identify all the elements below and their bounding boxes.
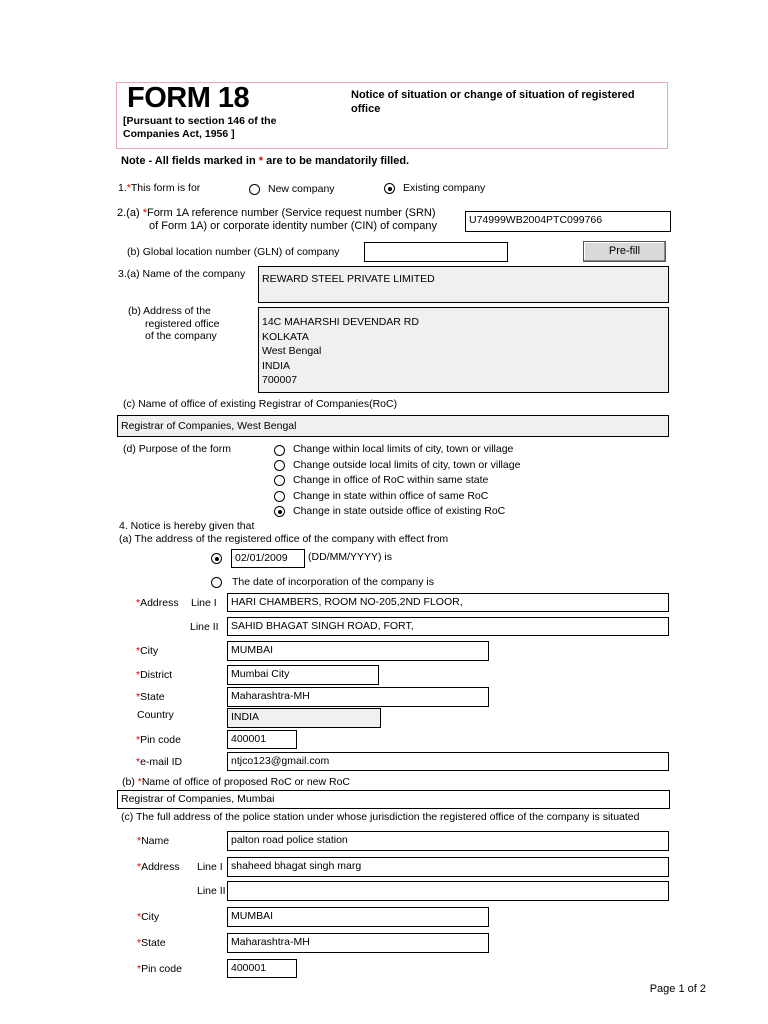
gln-input[interactable] bbox=[364, 242, 508, 262]
form-title: FORM 18 bbox=[127, 82, 250, 114]
date-format-label: (DD/MM/YYYY) is bbox=[308, 551, 392, 563]
district-text: District bbox=[140, 669, 173, 681]
police-state-star: * bbox=[137, 937, 142, 949]
purpose-option-4: Change in state within office of same RoC bbox=[293, 490, 489, 502]
notice-title: Notice of situation or change of situation of registered office bbox=[351, 89, 635, 115]
address-star: * bbox=[136, 597, 141, 609]
page-number: Page 1 of 2 bbox=[649, 983, 706, 995]
police-line2-label: Line II bbox=[197, 885, 226, 897]
purpose-radio-4[interactable] bbox=[274, 491, 285, 502]
police-state-text: State bbox=[141, 937, 166, 949]
city-text: City bbox=[140, 645, 159, 657]
q1-num: 1. bbox=[118, 182, 127, 194]
purpose-option-2: Change outside local limits of city, town or village bbox=[293, 459, 521, 471]
police-address-line1-input[interactable]: shaheed bhagat singh marg bbox=[227, 857, 669, 877]
pin-input[interactable]: 400001 bbox=[227, 730, 297, 749]
q2a-num: 2.(a) bbox=[117, 207, 143, 219]
email-label bbox=[136, 756, 182, 769]
pin-text: Pin code bbox=[140, 734, 181, 746]
police-address-star: * bbox=[137, 861, 142, 873]
q2a-label-line1 bbox=[117, 207, 436, 220]
pin-star: * bbox=[136, 734, 141, 746]
police-state-label bbox=[137, 937, 166, 950]
new-roc-select[interactable]: Registrar of Companies, Mumbai bbox=[117, 790, 670, 809]
city-input[interactable]: MUMBAI bbox=[227, 641, 489, 661]
police-pin-star: * bbox=[137, 963, 142, 975]
q4b-label bbox=[122, 776, 350, 789]
purpose-radio-1[interactable] bbox=[274, 445, 285, 456]
address-line: INDIA bbox=[262, 359, 291, 372]
police-city-input[interactable]: MUMBAI bbox=[227, 907, 489, 927]
police-name-input[interactable]: palton road police station bbox=[227, 831, 669, 851]
country-field: INDIA bbox=[227, 708, 381, 728]
q4b-text: Name of office of proposed RoC or new RoC bbox=[141, 776, 351, 788]
q4b-prefix: (b) bbox=[122, 776, 138, 788]
purpose-radio-5[interactable] bbox=[274, 506, 285, 517]
purpose-option-1: Change within local limits of city, town or village bbox=[293, 443, 514, 455]
q2a-star: * bbox=[142, 207, 147, 219]
email-input[interactable]: ntjco123@gmail.com bbox=[227, 752, 669, 771]
form-subtitle bbox=[123, 115, 313, 141]
new-address-line2-input[interactable]: SAHID BHAGAT SINGH ROAD, FORT, bbox=[227, 617, 669, 636]
new-company-label: New company bbox=[268, 183, 335, 195]
incorporation-date-label: The date of incorporation of the company is bbox=[232, 576, 434, 588]
email-star: * bbox=[136, 756, 141, 768]
existing-roc-field: Registrar of Companies, West Bengal bbox=[117, 415, 669, 437]
state-select[interactable]: Maharashtra-MH bbox=[227, 687, 489, 707]
effect-date-radio[interactable] bbox=[211, 553, 222, 564]
cin-input[interactable]: U74999WB2004PTC099766 bbox=[465, 211, 671, 232]
q2b-label: (b) Global location number (GLN) of company bbox=[127, 246, 340, 258]
police-pin-input[interactable]: 400001 bbox=[227, 959, 297, 978]
q1-label bbox=[118, 182, 200, 195]
new-address-line1-input[interactable]: HARI CHAMBERS, ROOM NO-205,2ND FLOOR, bbox=[227, 593, 669, 612]
q3b-label-line2: registered office bbox=[145, 318, 220, 330]
city-star: * bbox=[136, 645, 141, 657]
police-state-select[interactable]: Maharashtra-MH bbox=[227, 933, 489, 953]
line1-label: Line I bbox=[191, 597, 217, 609]
address-line: KOLKATA bbox=[262, 330, 309, 343]
mandatory-note bbox=[121, 155, 409, 167]
q1-star: * bbox=[126, 182, 131, 194]
q3d-label: (d) Purpose of the form bbox=[123, 443, 231, 455]
note-suffix: are to be mandatorily filled. bbox=[263, 155, 410, 167]
address-line: 14C MAHARSHI DEVENDAR RD bbox=[262, 316, 419, 328]
purpose-option-5: Change in state outside office of existing RoC bbox=[293, 505, 506, 517]
email-text: e-mail ID bbox=[140, 756, 183, 768]
note-star: * bbox=[258, 155, 264, 167]
state-star: * bbox=[136, 691, 141, 703]
subtitle-line-2: Companies Act, 1956 ] bbox=[123, 128, 235, 140]
police-name-star: * bbox=[137, 835, 142, 847]
q1-text: This form is for bbox=[130, 182, 201, 194]
city-label bbox=[136, 645, 158, 658]
police-name-label bbox=[137, 835, 169, 848]
purpose-radio-2[interactable] bbox=[274, 460, 285, 471]
police-city-label bbox=[137, 911, 159, 924]
address-line: 700007 bbox=[262, 374, 298, 386]
effect-date-input[interactable]: 02/01/2009 bbox=[231, 549, 305, 568]
police-address-line2-input[interactable] bbox=[227, 881, 669, 901]
new-company-radio[interactable] bbox=[249, 184, 260, 195]
subtitle-line-1: [Pursuant to section 146 of the bbox=[123, 115, 277, 127]
q3c-label: (c) Name of office of existing Registrar of Companies(RoC) bbox=[123, 398, 398, 410]
existing-company-radio[interactable] bbox=[384, 183, 395, 194]
note-prefix: Note - All fields marked in bbox=[121, 155, 259, 167]
purpose-option-3: Change in office of RoC within same state bbox=[293, 474, 489, 486]
q3b-label-line3: of the company bbox=[145, 330, 217, 342]
police-city-star: * bbox=[137, 911, 142, 923]
police-line1-label: Line I bbox=[197, 861, 223, 873]
q4-label: 4. Notice is hereby given that bbox=[119, 520, 255, 532]
address-line: West Bengal bbox=[262, 345, 322, 357]
pin-label bbox=[136, 734, 181, 747]
state-text: State bbox=[140, 691, 165, 703]
police-address-label bbox=[137, 861, 180, 874]
q3a-label: 3.(a) Name of the company bbox=[118, 268, 246, 280]
police-name-text: Name bbox=[141, 835, 170, 847]
purpose-radio-3[interactable] bbox=[274, 475, 285, 486]
police-address-text: Address bbox=[141, 861, 180, 873]
address-text: Address bbox=[140, 597, 179, 609]
prefill-button[interactable]: Pre-fill bbox=[583, 241, 666, 262]
q4a-label: (a) The address of the registered office of the company with effect from bbox=[119, 533, 449, 545]
police-pin-text: Pin code bbox=[141, 963, 182, 975]
police-city-text: City bbox=[141, 911, 160, 923]
company-name-field: REWARD STEEL PRIVATE LIMITED bbox=[258, 266, 669, 303]
police-pin-label bbox=[137, 963, 182, 976]
q2a-label-line2: of Form 1A) or corporate identity number (CIN) of company bbox=[149, 220, 437, 232]
existing-company-label: Existing company bbox=[403, 182, 486, 194]
registered-address-field bbox=[258, 307, 669, 393]
q4c-label: (c) The full address of the police station under whose jurisdiction the registered office of the company is situated bbox=[121, 811, 640, 823]
state-label bbox=[136, 691, 165, 704]
line2-label: Line II bbox=[190, 621, 219, 633]
district-label bbox=[136, 669, 172, 682]
q2a-text: Form 1A reference number (Service request number (SRN) bbox=[146, 207, 436, 219]
country-label: Country bbox=[137, 709, 174, 721]
incorporation-date-radio[interactable] bbox=[211, 577, 222, 588]
q4b-star: * bbox=[137, 776, 142, 788]
address-label bbox=[136, 597, 179, 610]
q3b-label-line1: (b) Address of the bbox=[128, 305, 211, 317]
district-input[interactable]: Mumbai City bbox=[227, 665, 379, 685]
district-star: * bbox=[136, 669, 141, 681]
